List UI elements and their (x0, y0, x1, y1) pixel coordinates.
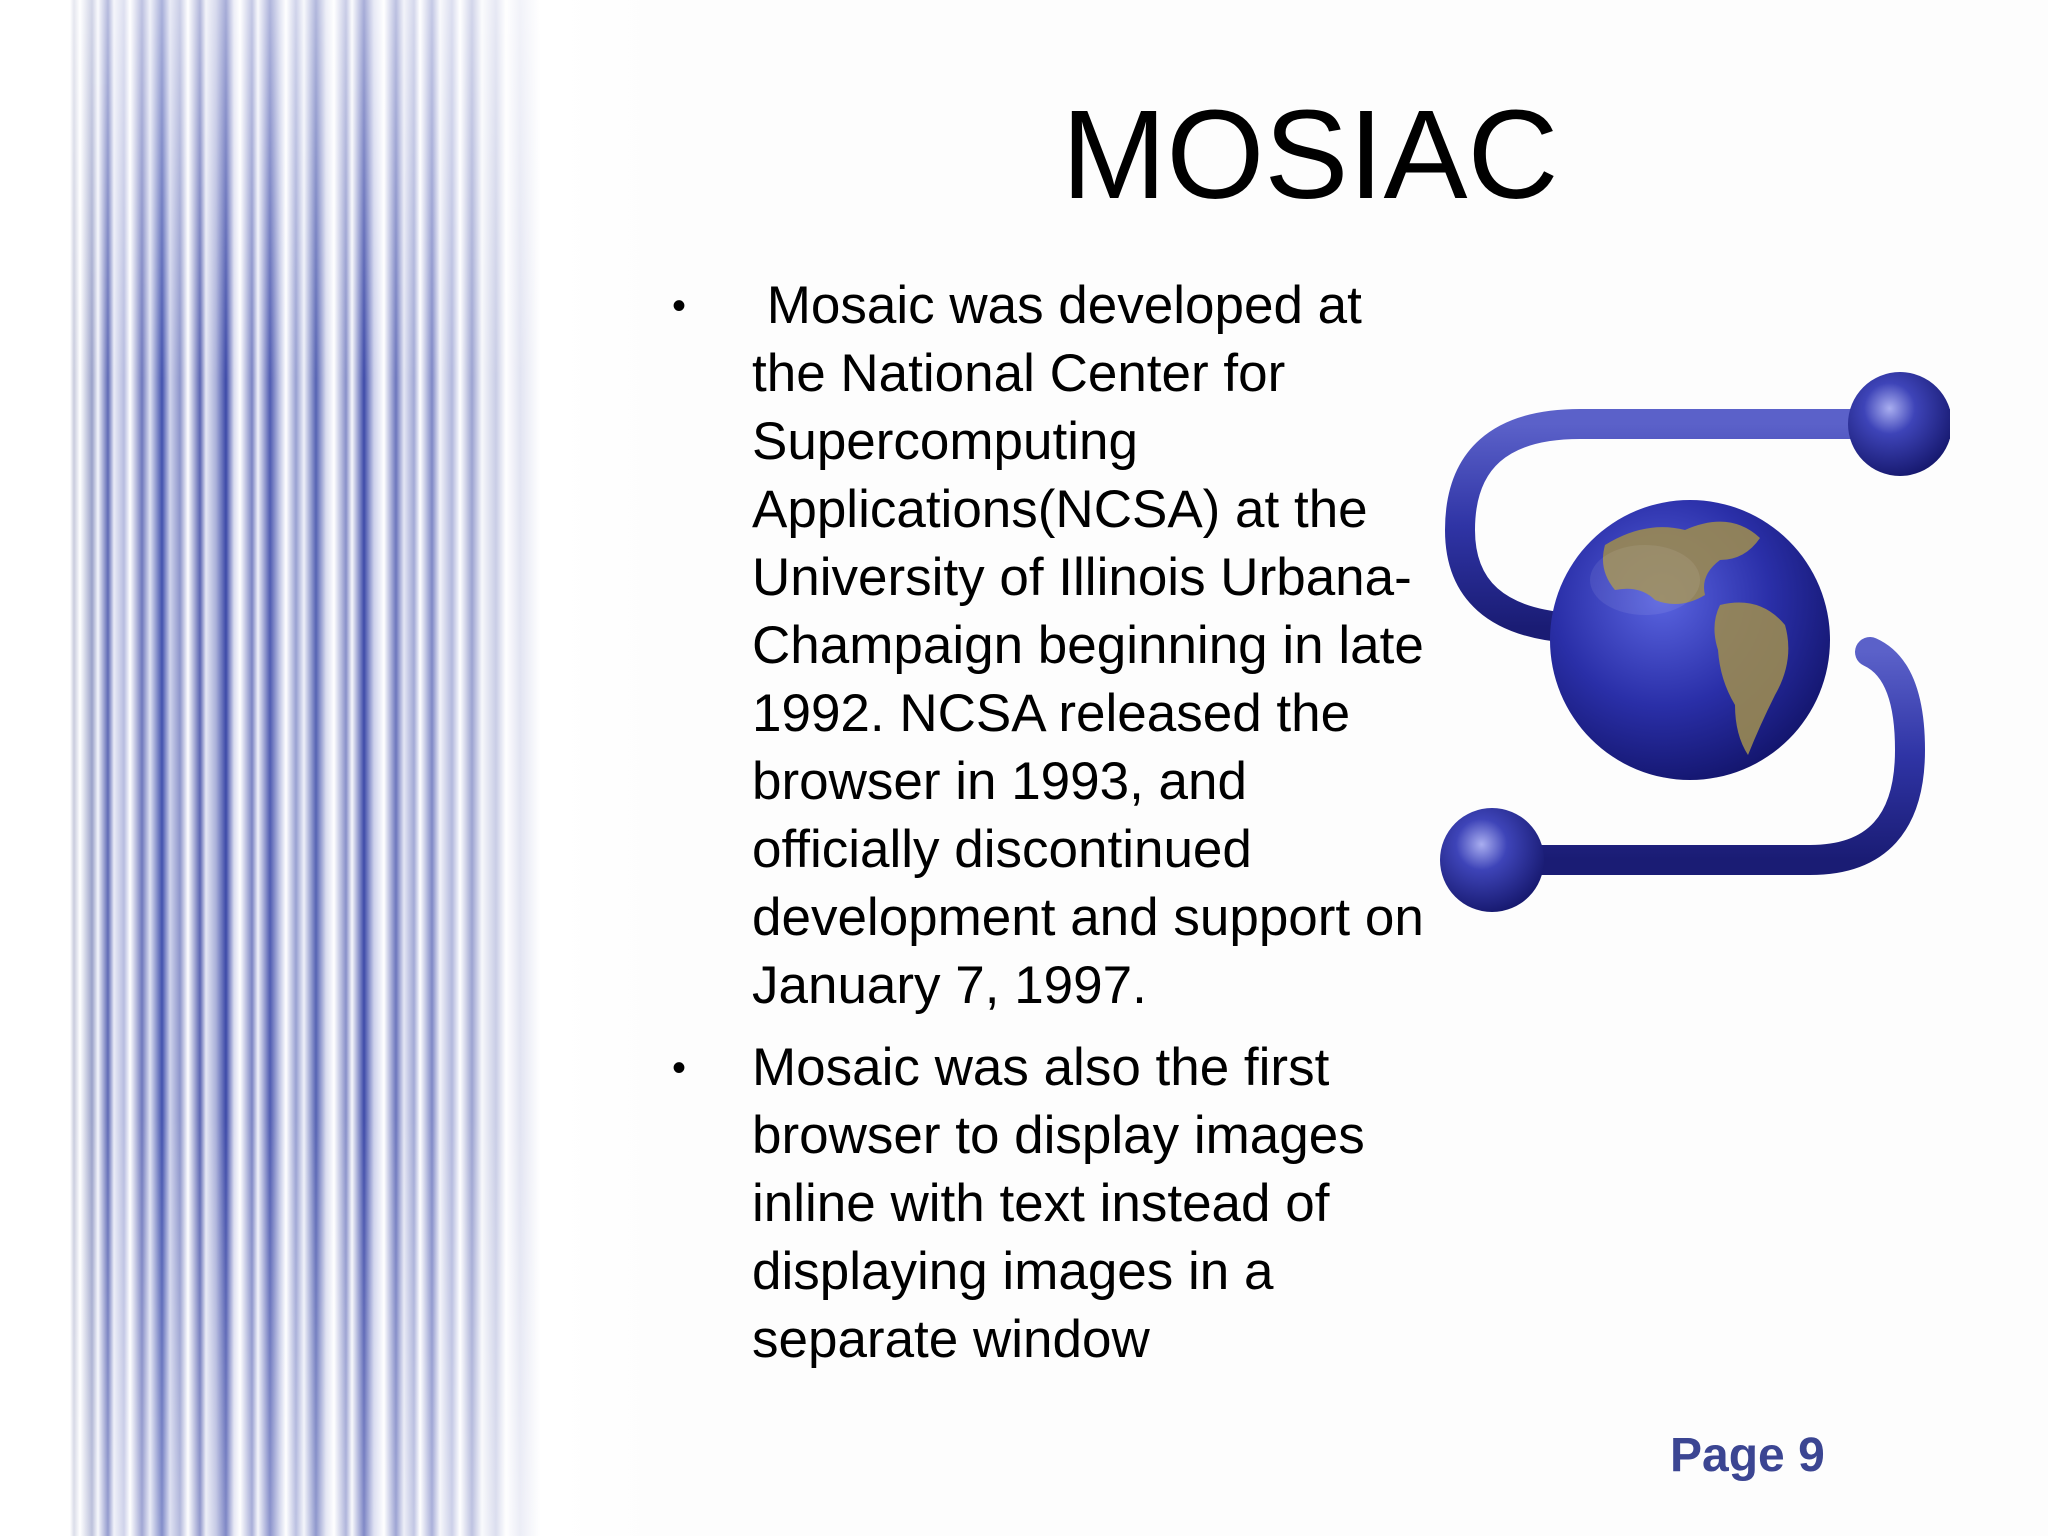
bullet-item (672, 1034, 1432, 1374)
page-number: Page 9 (1670, 1429, 1825, 1482)
bullet-item (672, 272, 1439, 1020)
bullet-list (672, 272, 1439, 1388)
stripe-fade (560, 0, 650, 1536)
bullet-text: Mosaic was developed at the National Center for Supercomputing Applications(NCSA) at the University of Illinois Urbana-Champaign beginning in late 1992. NCSA released the browser in 1993, and officially discontinued development and support on January 7, 1997. (752, 276, 1439, 1015)
slide-title: MOSIAC (1061, 84, 1559, 225)
bullet-dot-icon: • (672, 1046, 687, 1090)
bullet-text: Mosaic was also the first browser to display images inline with text instead of displaying images in a separate window (752, 1038, 1365, 1369)
globe-s-logo-icon (1430, 360, 1950, 920)
bullet-dot-icon: • (672, 284, 687, 328)
decorative-stripe-panel (0, 0, 640, 1536)
